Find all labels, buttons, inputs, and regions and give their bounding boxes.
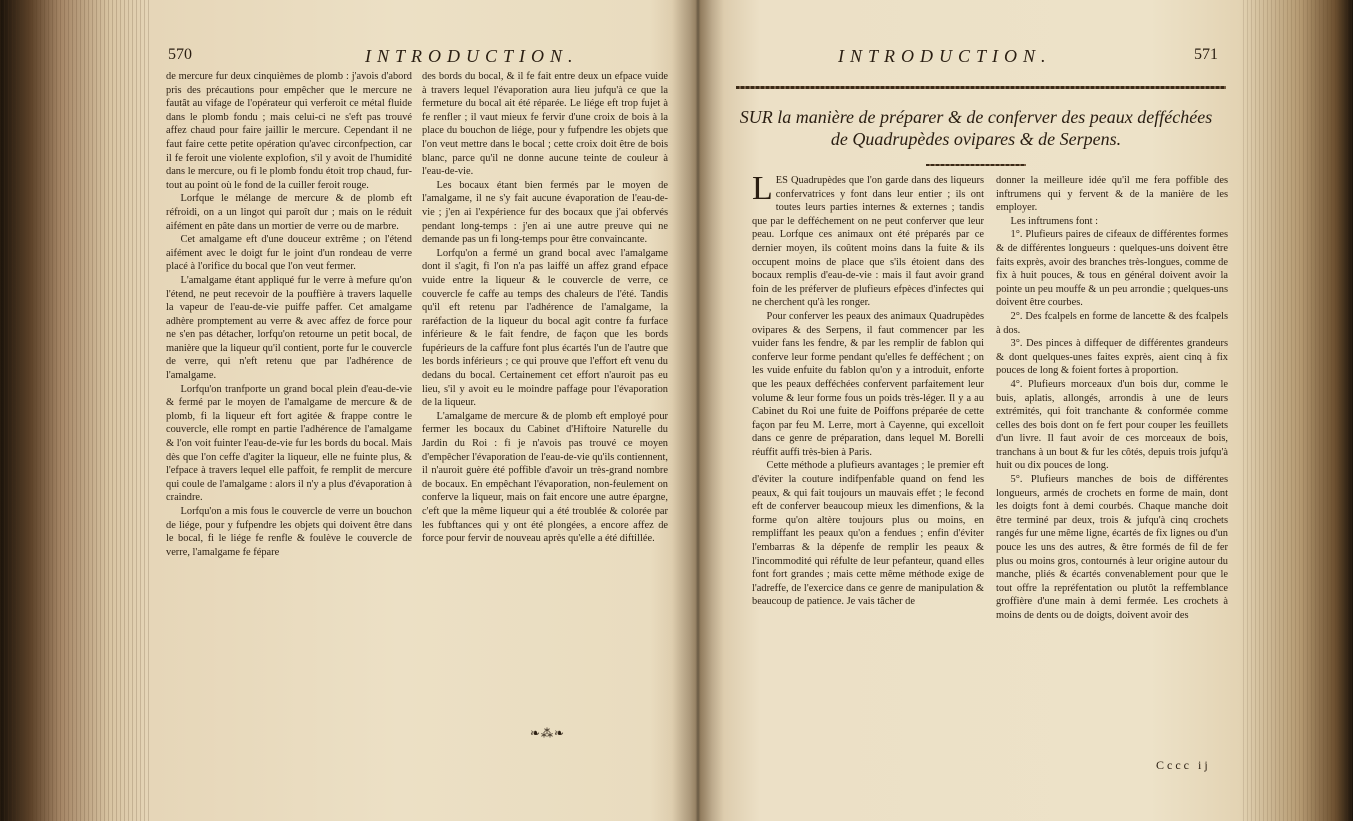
right-column-1 xyxy=(752,170,984,609)
left-page xyxy=(160,44,675,740)
paragraph: de mercure fur deux cinquièmes de plomb : j'avois d'abord pris des précautions pour empêcher que le mercure ne fautât au vifage de l'opérateur qui verferoit ce métal fluide dans le plomb fondu ; mais celui-ci ne s'eft pas trouvé affez chaud pour faire jaillir le mercure. Cependant il ne faut faire cette petite opération qu'avec circonfpection, car il fe feroit une violente explofion, s'il y avoit de l'humidité dans le mercure, ou fi le plomb fondu étoit trop chaud, fur-tout au point où le fond de la cuiller feroit rouge. xyxy=(166,71,412,191)
left-page-edges xyxy=(0,0,150,821)
page-number: 570 xyxy=(168,46,192,63)
paragraph: 2°. Des fcalpels en forme de lancette & des fcalpels à dos. xyxy=(996,310,1228,336)
paragraph: donner la meilleure idée qu'il me fera poffible des inftrumens qui y fervent & de la manière de les employer. xyxy=(996,175,1228,214)
signature-mark: Cccc ij xyxy=(1156,758,1211,772)
paragraph: L'amalgame de mercure & de plomb eft employé pour fermer les bocaux du Cabinet d'Hiftoire Naturelle du Jardin du Roi : fi je n'avois pas trouvé ce moyen d'empêcher l'évaporation de l'eau-de-vie qu'ils contiennent, il n'auroit guère été poffible d'avoir un très-grand nombre de bocaux. En empêchant l'évaporation, non-feulement on conferve la liqueur, mais on fait encore une autre épargne, c'eft que la même liqueur qui a été troublée & colorée par les fubftances qui y ont été plongées, a encore affez de force pour fervir de nouveau après qu'elle a été diftillée. xyxy=(422,410,668,545)
paragraph: 3°. Des pinces à diffequer de différentes grandeurs & dont quelques-unes faites exprès, aient cinq à fix pouces de long & foient fortes à proportion. xyxy=(996,338,1228,377)
paragraph xyxy=(752,170,984,310)
paragraph: 4°. Plufieurs morceaux d'un bois dur, comme le buis, aplatis, allongés, arrondis à une de leurs extrémités, qui foit tranchante & conformée comme celles des bois dont on fe fert pour couper les feuillets d'un livre. Il faut avoir de ces morceaux de bois, tranchans à un bout & fur les côtés, depuis trois jufqu'à huit ou dix pouces de long. xyxy=(996,378,1228,472)
section-title-line-1: SUR la manière de préparer & de conferver des peaux defféchées xyxy=(739,107,1213,127)
running-head: INTRODUCTION. xyxy=(365,46,579,66)
paragraph: Lorfque le mélange de mercure & de plomb eft réfroidi, on a un lingot qui paroît dur ; mais on le réduit aifément en pâte dans un mortier de verre ou de marbre. xyxy=(166,193,412,232)
paragraph: Les inftrumens font : xyxy=(1010,215,1098,227)
header-rule xyxy=(736,86,1226,89)
paragraph: des bords du bocal, & il fe fait entre deux un efpace vuide à travers lequel l'évaporation aura lieu jufqu'à ce que la fermeture du bocal ait été réparée. Le liége eft trop fujet à fe renfler ; il vaut mieux fe fervir d'une croix de bois à la place du bouchon de liége, pour y fufpendre les objets que l'on veut mettre dans le bocal ; cette croix doit être de bois blanc, parce qu'il ne donne aucune teinte de couleur à l'eau-de-vie. xyxy=(422,71,668,178)
fleuron-ornament: ❧⁂❧ xyxy=(530,726,566,740)
paragraph: Cette méthode a plufieurs avantages ; le premier eft d'éviter la couture indifpenfable quand on fend les peaux, & qui fait toujours un mauvais effet ; le fecond eft de conferver beaucoup mieux les dimenfions, & la forme qu'on altère toujours plus ou moins, en rempliffant les peaux qu'on a fendues ; enfin d'éviter l'embarras & la dépenfe de remplir les peaux & l'incommodité qui réfulte de leur pefanteur, quand elles font fort grandes ; mais cette même méthode exige de l'adreffe, de l'exercice dans ce genre de manipulation & beaucoup de patience. Je vais tâcher de xyxy=(752,460,984,608)
paragraph: Cet amalgame eft d'une douceur extrême ; on l'étend aifément avec le doigt fur le joint d'un rondeau de verre placé à l'orifice du bocal que l'on veut fermer. xyxy=(166,234,412,273)
page-number: 571 xyxy=(1194,46,1218,63)
right-page xyxy=(716,44,1236,784)
right-page-edges xyxy=(1243,0,1353,821)
section-title-line-2: de Quadrupèdes ovipares & de Serpens. xyxy=(830,129,1122,149)
paragraph-text: ES Quadrupèdes que l'on garde dans des liqueurs confervatrices y font dans leur entier ; ils ont toutes leurs parties internes & externes ; tandis que par le defféchement on ne peut conferver que leur peau. Lorfque ces animaux ont été préparés par ce dernier moyen, ils coûtent moins dans la fuite & ils occupent moins de place que s'ils étoient dans des bocaux remplis d'eau-de-vie : mais il faut avoir grand foin de les préferver de plufieurs efpèces d'infectes qui ne cherchent qu'à les ronger. xyxy=(752,175,984,309)
paragraph: Pour conferver les peaux des animaux Quadrupèdes ovipares & des Serpens, il faut commencer par les vuider fans les fendre, & par les remplir de fablon qui conferve leur forme pendant qu'elles fe defféchent ; on les vuide enfuite du fablon qu'on y a introduit, enforte que les peaux defféchées confervent parfaitement leur volume & leur forme fous un poids très-léger. Il y a au Cabinet du Roi une fuite de Poiffons préparée de cette façon par feu M. Lerre, mort à Cayenne, qui excelloit dans ce genre de préparation, dans lequel M. Borelli réuffit auffi très-bien à Paris. xyxy=(752,310,984,458)
left-column-1 xyxy=(166,70,412,559)
paragraph: Lorfqu'on a fermé un grand bocal avec l'amalgame dont il s'agit, fi l'on n'a pas laiffé un affez grand efpace vuide entre la liqueur & le couvercle de verre, ce couvercle fe caffe au temps des chaleurs de l'été. Tandis qu'il eft retenu par l'adhérence de l'amalgame, la raréfaction de la liqueur du bocal agit contre fa furface inférieure & le fait fendre, de façon que les bords fupérieurs de la caffure font plus écartés l'un de l'autre que les bords inférieurs ; ce qui prouve que l'effort eft venu du dedans du bocal. Certainement cet effort n'auroit pas eu lieu, s'il y avoit eu le moindre paffage pour l'évaporation de la liqueur. xyxy=(422,247,668,409)
left-column-2 xyxy=(422,70,668,546)
title-rule xyxy=(926,164,1026,166)
paragraph: 5°. Plufieurs manches de bois de différentes longueurs, armés de crochets en forme de main, dont les doigts font à demi courbés. Chaque manche doit être terminé par deux, trois & jufqu'à cinq crochets rangés fur une même ligne, écartés de fix lignes ou d'un pouce les uns des autres, & être formés de fil de fer plus ou moins gros, contournés à leur origine autour du manche, pliés & écartés convenablement pour que le tout offre la repréfentation ou plutôt la reffemblance groffière d'une main à demi fermée. Les crochets à moins de dents ou de doigts, doivent avoir des xyxy=(996,474,1228,621)
paragraph: Lorfqu'on a mis fous le couvercle de verre un bouchon de liége, pour y fufpendre les objets qui doivent être dans le bocal, fi le liége fe renfle & foulève le couvercle de verre, l'amalgame fe fépare xyxy=(166,506,412,558)
running-head: INTRODUCTION. xyxy=(838,46,1052,66)
paragraph: Les bocaux étant bien fermés par le moyen de l'amalgame, il ne s'y fait aucune évaporation de l'eau-de-vie ; j'en ai l'expérience fur des bocaux que j'ai obfervés pendant long-temps : j'en ai une autre preuve qui ne demande pas un fi long-temps pour être convaincante. xyxy=(422,179,668,246)
paragraph: 1°. Plufieurs paires de cifeaux de différentes formes & de différentes longueurs : quelques-uns doivent être faits exprès, avoir des branches très-longues, comme de fix à huit pouces, & tous en général doivent avoir la pointe un peu mouffe & un peu arrondie ; quelques-uns doivent être courbes. xyxy=(996,229,1228,309)
paragraph: L'amalgame étant appliqué fur le verre à mefure qu'on l'étend, ne peut recevoir de la pouffière à travers laquelle la vapeur de l'eau-de-vie puiffe paffer. Cet amalgame adhère promptement au verre & avec affez de force pour ne s'en pas détacher, lorfqu'on retourne un petit bocal, de manière que la liqueur qu'il contient, porte fur le couvercle de verre, qui n'eft retenu que par l'adhérence de l'amalgame. xyxy=(166,274,412,382)
section-title xyxy=(716,106,1236,150)
paragraph: Lorfqu'on tranfporte un grand bocal plein d'eau-de-vie & fermé par le moyen de l'amalgame de mercure & de plomb, fi la liqueur eft fort agitée & frappe contre le couvercle, elle rompt en partie l'adhérence de l'amalgame & l'on voit fuinter l'eau-de-vie fur les bords du bocal. Mais dès que l'on ceffe d'agiter la liqueur, elle ne fuinte plus, & l'efpace à travers lequel elle paffoit, fe remplit de mercure qui coule de l'amalgame : alors il n'y a plus d'évaporation à craindre. xyxy=(166,383,412,504)
right-column-2 xyxy=(996,174,1228,623)
drop-cap: L xyxy=(752,170,773,207)
